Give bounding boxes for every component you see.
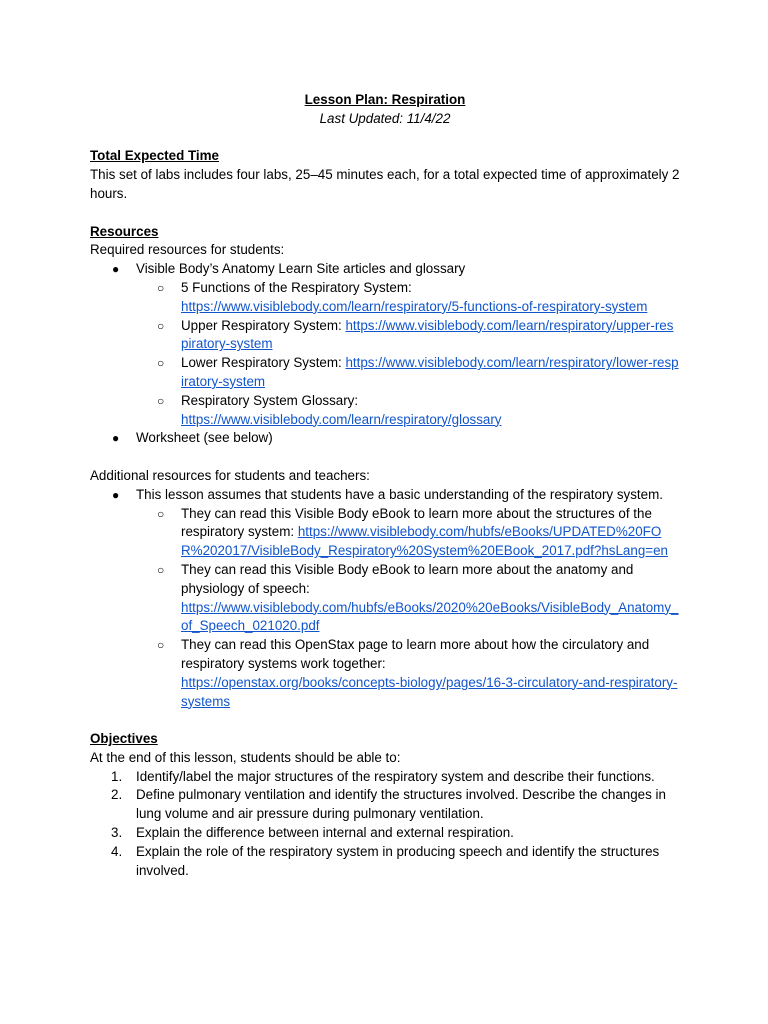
list-item: [90, 429, 680, 448]
list-item: [90, 486, 680, 505]
list-item-label: 5 Functions of the Respiratory System:: [181, 279, 412, 295]
bullet-icon: ●: [112, 487, 120, 502]
circle-bullet-icon: ○: [157, 638, 165, 653]
list-item-label: Lower Respiratory System:: [181, 355, 346, 371]
objectives-list: [90, 768, 680, 881]
bullet-icon: ●: [112, 262, 120, 277]
list-item-label: They can read this OpenStax page to learn more about how the circulatory and respiratory systems work together:: [181, 637, 650, 671]
section-heading-objectives: Objectives: [90, 731, 158, 747]
list-item-text: Identify/label the major structures of the respiratory system and describe their functions.: [136, 768, 655, 784]
list-item: [90, 392, 680, 430]
list-item: [90, 260, 680, 279]
list-item: [90, 561, 680, 636]
list-number: 4.: [111, 843, 123, 859]
additional-resources-intro: Additional resources for students and teachers:: [90, 467, 370, 483]
time-paragraph: This set of labs includes four labs, 25–45 minutes each, for a total expected time of approximately 2 hours.: [90, 167, 680, 201]
list-item-label: They can read this Visible Body eBook to learn more about the structures of the respiratory system:: [181, 505, 652, 540]
list-item: [90, 768, 680, 787]
circle-bullet-icon: ○: [157, 393, 165, 408]
list-number: 2.: [111, 787, 123, 803]
list-item-text: Define pulmonary ventilation and identify the structures involved. Describe the changes in lung volume and air pressure during pulmonary ventilation.: [136, 787, 666, 822]
circle-bullet-icon: ○: [157, 356, 165, 371]
list-item-text: Explain the role of the respiratory system in producing speech and identify the structures involved.: [136, 843, 660, 878]
list-item: [90, 354, 680, 392]
objectives-intro: At the end of this lesson, students should be able to:: [90, 749, 401, 765]
list-item: [90, 824, 680, 843]
list-item-text: Explain the difference between internal and external respiration.: [136, 825, 514, 841]
list-item-text: Worksheet (see below): [136, 430, 273, 446]
list-item: [90, 843, 680, 881]
circle-bullet-icon: ○: [157, 280, 165, 295]
link-upper-respiratory[interactable]: https://www.visiblebody.com/learn/respiratory/upper-respiratory-system: [181, 317, 674, 352]
circle-bullet-icon: ○: [157, 506, 165, 521]
section-heading-time: Total Expected Time: [90, 148, 219, 164]
list-number: 3.: [111, 825, 123, 841]
additional-resources-list: [90, 486, 680, 712]
required-resources-list: [90, 260, 680, 448]
list-item-label: Respiratory System Glossary:: [181, 392, 359, 408]
circle-bullet-icon: ○: [157, 318, 165, 333]
list-item: [90, 279, 680, 317]
list-item: [90, 317, 680, 355]
list-item-text: This lesson assumes that students have a basic understanding of the respiratory system.: [136, 486, 663, 502]
list-item-label: Upper Respiratory System:: [181, 317, 346, 333]
section-heading-resources: Resources: [90, 223, 159, 239]
link-lower-respiratory[interactable]: https://www.visiblebody.com/learn/respiratory/lower-respiratory-system: [181, 355, 679, 389]
list-item: [90, 636, 680, 711]
list-item: [90, 786, 680, 824]
link-openstax-page[interactable]: https://openstax.org/books/concepts-biology/pages/16-3-circulatory-and-respiratory-systems: [181, 674, 678, 709]
circle-bullet-icon: ○: [157, 562, 165, 577]
link-respiratory-ebook[interactable]: https://www.visiblebody.com/hubfs/eBooks/UPDATED%20FOR%202017/VisibleBody_Respiratory%20System%20EBook_2017.pdf?hsLang=en: [181, 524, 668, 559]
list-item-label: They can read this Visible Body eBook to learn more about the anatomy and physiology of speech:: [181, 561, 634, 596]
list-item-text: Visible Body’s Anatomy Learn Site articles and glossary: [136, 261, 466, 277]
list-number: 1.: [111, 768, 123, 784]
document-content: [90, 91, 680, 880]
link-speech-ebook[interactable]: https://www.visiblebody.com/hubfs/eBooks/2020%20eBooks/VisibleBody_Anatomy_of_Speech_021020.pdf: [181, 599, 679, 634]
page-title: Lesson Plan: Respiration: [304, 92, 466, 107]
link-respiratory-glossary[interactable]: https://www.visiblebody.com/learn/respiratory/glossary: [181, 411, 502, 427]
required-resources-intro: Required resources for students:: [90, 242, 285, 258]
list-item: [90, 505, 680, 561]
link-respiratory-functions[interactable]: https://www.visiblebody.com/learn/respiratory/5-functions-of-respiratory-system: [181, 298, 648, 314]
bullet-icon: ●: [112, 431, 120, 446]
last-updated: Last Updated: 11/4/22: [319, 110, 451, 126]
